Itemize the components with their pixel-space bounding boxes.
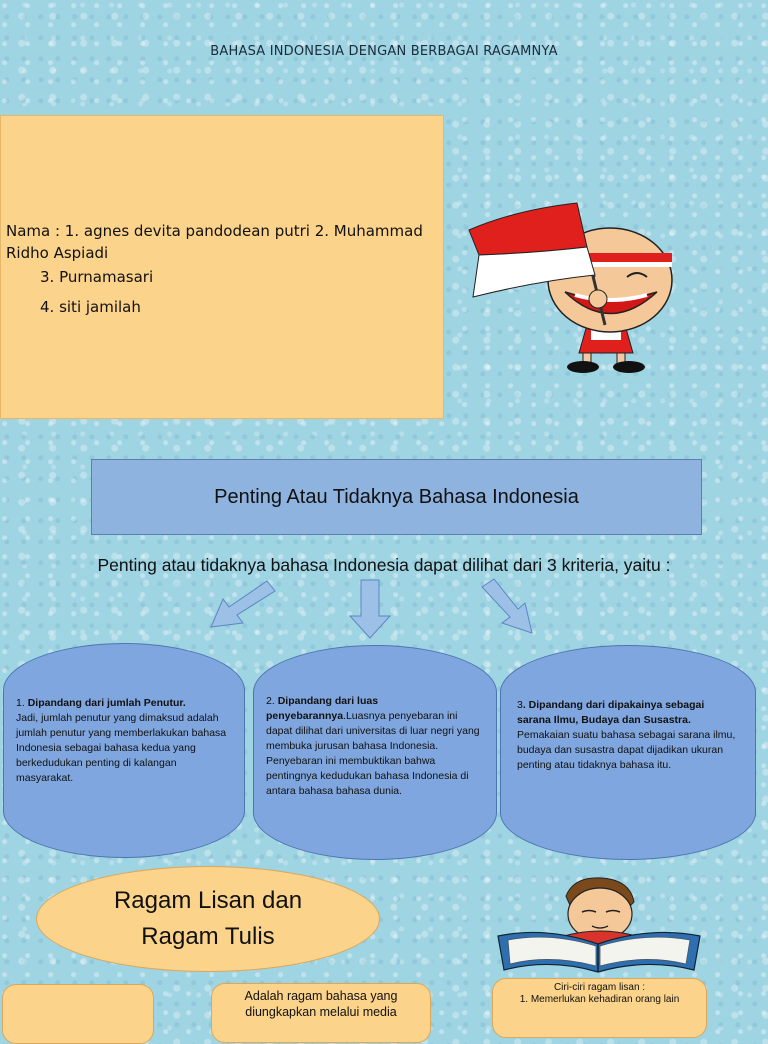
criterion-2-heading: Dipandang dari luas penyebarannya <box>266 695 379 722</box>
section-header: Penting Atau Tidaknya Bahasa Indonesia <box>91 459 702 535</box>
author-member-4: 4. siti jamilah <box>40 298 141 316</box>
criterion-3-number: 3 <box>517 699 523 711</box>
ragam-box-left <box>2 984 154 1044</box>
criterion-3-heading: . Dipandang dari dipakainya sebagai sarana Ilmu, Budaya dan Susastra. <box>517 699 705 726</box>
criterion-2-body: .Luasnya penyebaran ini dapat dilihat dari universitas di luar negri yang membuka jurusan bahasa Indonesia. Penyebaran ini membuktikan bahwa pentingnya kedudukan bahasa Indonesia di antara bahasa bahasa dunia. <box>266 710 480 797</box>
author-names: Nama : 1. agnes devita pandodean putri 2. Muhammad Ridho Aspiadi <box>6 222 423 262</box>
flag-mascot-illustration <box>465 195 695 380</box>
ragam-title-oval <box>36 866 380 972</box>
criterion-card-1 <box>3 643 245 858</box>
criterion-card-3 <box>500 645 756 860</box>
author-member-3: 3. Purnamasari <box>40 268 154 286</box>
criterion-1-text <box>16 696 231 786</box>
reading-boy-illustration <box>494 874 704 974</box>
ragam-title-line-2: Ragam Tulis <box>141 923 275 950</box>
criterion-2-number: 2. <box>266 695 278 707</box>
arrow-down-icon <box>348 578 392 640</box>
ragam-title-line-1: Ragam Lisan dan <box>113 887 303 914</box>
arrow-down-right-icon <box>478 577 538 637</box>
criterion-1-heading: Dipandang dari jumlah Penutur. <box>27 697 186 709</box>
criterion-3-text <box>517 698 739 773</box>
ragam-box-middle-text: Adalah ragam bahasa yang diungkapkan melalui media <box>244 989 398 1019</box>
criterion-1-number: 1. <box>16 697 28 709</box>
ragam-box-middle <box>211 983 431 1043</box>
ragam-box-right <box>492 978 707 1038</box>
criterion-card-2 <box>253 645 497 860</box>
criterion-3-body: Pemakaian suatu bahasa sebagai sarana ilmu, budaya dan susastra dapat dijadikan ukuran penting atau tidaknya bahasa itu. <box>517 729 736 771</box>
arrow-down-left-icon <box>205 577 277 632</box>
intro-text: Penting atau tidaknya bahasa Indonesia dapat dilihat dari 3 kriteria, yaitu : <box>97 555 671 575</box>
page-title: BAHASA INDONESIA DENGAN BERBAGAI RAGAMNYA <box>210 44 558 59</box>
criterion-2-text <box>266 694 484 799</box>
criterion-1-body: Jadi, jumlah penutur yang dimaksud adalah jumlah penutur yang memberlakukan bahasa Indonesia sebagai bahasa kedua yang berkedudukan penting di kalangan masyarakat. <box>16 712 227 784</box>
author-box <box>0 115 444 419</box>
ragam-lisan-item-1: 1. Memerlukan kehadiran orang lain <box>519 994 680 1005</box>
ragam-lisan-title: Ciri-ciri ragam lisan : <box>553 982 646 993</box>
